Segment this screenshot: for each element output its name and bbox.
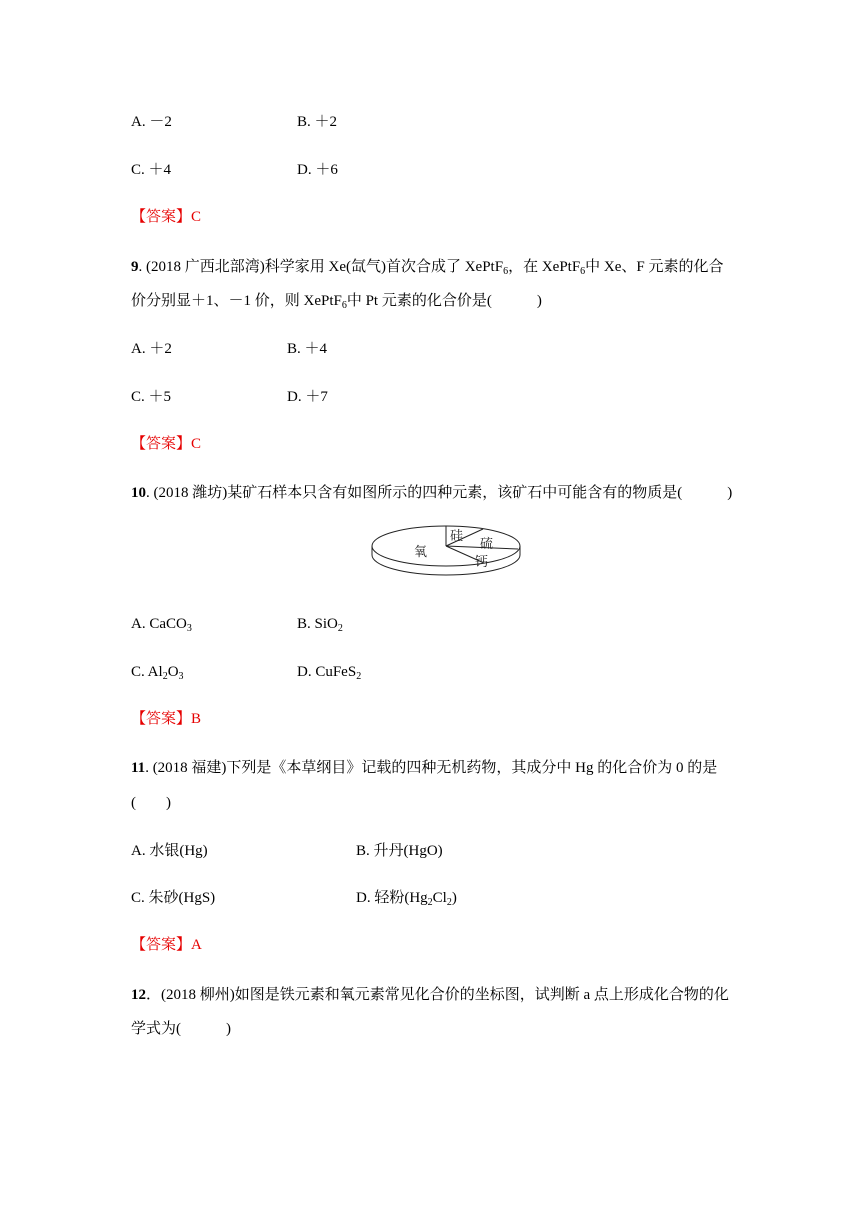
option-b: B. 升丹(HgO): [356, 843, 443, 859]
question-9-line2: 价分别显＋1、－1 价，则 XePtF$_6$中 Pt 元素的化合价是( ): [131, 293, 542, 311]
question-11-line2: ( ): [131, 795, 171, 811]
answer-label: 【答案】B: [131, 711, 202, 727]
pie-label-calcium: 钙: [475, 555, 489, 570]
option-c: C. ＋5: [131, 389, 172, 405]
option-b: B. SiO$_2$: [297, 616, 343, 634]
option-d: D. ＋6: [297, 162, 338, 178]
answer-label: 【答案】A: [131, 937, 202, 953]
question-12-line1: 12．(2018 柳州)如图是铁元素和氧元素常见化合价的坐标图，试判断 a 点上形成化合物的化: [131, 987, 729, 1003]
question-12-line2: 学式为( ): [131, 1021, 231, 1037]
option-d: D. CuFeS$_2$: [297, 664, 362, 682]
question-10-text: 10. (2018 潍坊)某矿石样本只含有如图所示的四种元素，该矿石中可能含有的物质是( ): [131, 485, 733, 501]
question-9-line1: 9. (2018 广西北部湾)科学家用 Xe(氙气)首次合成了 XePtF$_6$，在 XePtF$_6$中 Xe、F 元素的化合: [131, 259, 724, 277]
option-d: D. ＋7: [287, 389, 328, 405]
option-d: D. 轻粉$(Hg_2Cl_2)$: [356, 890, 457, 908]
pie-label-sulfur: 硫: [480, 537, 494, 552]
question-number: 10: [131, 485, 146, 501]
question-number: 11: [131, 760, 146, 776]
option-a: A. CaCO$_3$: [131, 616, 192, 634]
option-a: A. ＋2: [131, 341, 172, 357]
pie-label-oxygen: 氧: [414, 545, 428, 560]
pie-label-silicon: 硅: [450, 529, 464, 544]
option-c: C. 朱砂(HgS): [131, 890, 216, 906]
option-a: A. －2: [131, 114, 172, 130]
answer-label: 【答案】C: [131, 436, 202, 452]
option-c: C. ＋4: [131, 162, 172, 178]
option-b: B. ＋4: [287, 341, 328, 357]
option-c: C. $Al_2O_3$: [131, 664, 184, 682]
question-number: 12: [131, 987, 146, 1003]
answer-label: 【答案】C: [131, 209, 202, 225]
option-a: A. 水银(Hg): [131, 843, 208, 859]
question-11-line1: 11. (2018 福建)下列是《本草纲目》记载的四种无机药物，其成分中 Hg 的化合价为 0 的是: [131, 760, 718, 776]
question-number: 9: [131, 259, 139, 275]
option-b: B. ＋2: [297, 114, 338, 130]
element-pie-figure: [370, 524, 522, 584]
